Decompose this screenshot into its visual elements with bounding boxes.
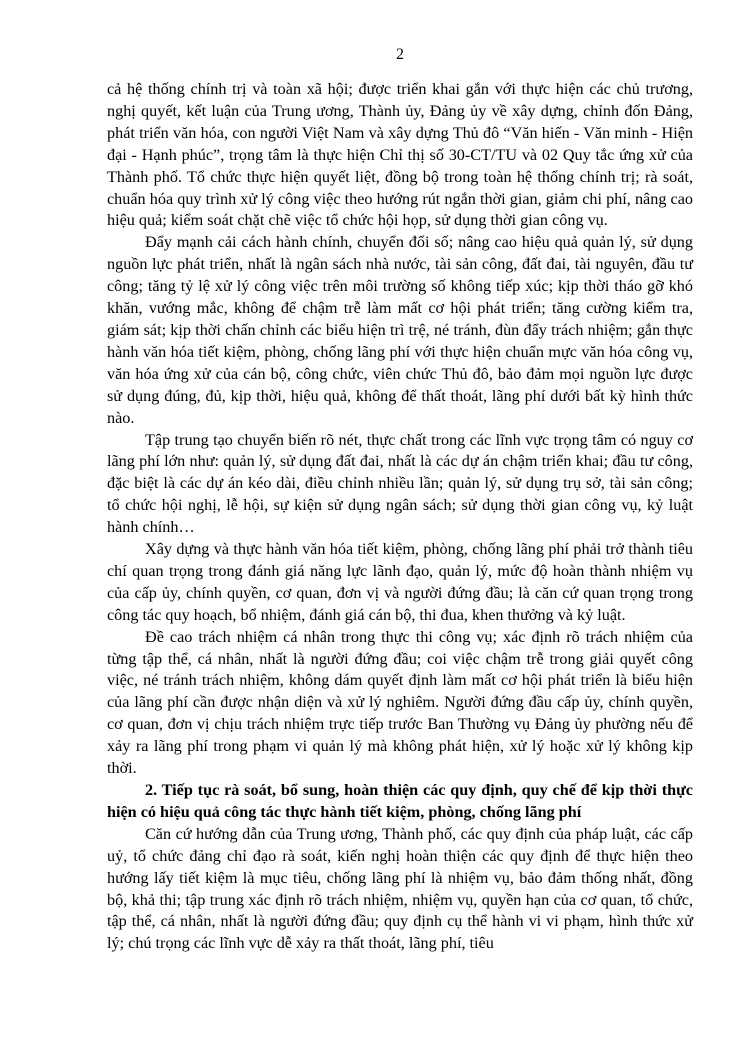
page-number: 2 bbox=[396, 46, 404, 63]
paragraph-key-areas: Tập trung tạo chuyển biến rõ nét, thực chất trong các lĩnh vực trọng tâm có nguy cơ lãng phí lớn như: quản lý, sử dụng đất đai, nhất là các dự án chậm triển khai; đầu tư công, đặc biệt là các dự án kéo dài, điều chỉnh nhiều lần; quản lý, sử dụng trụ sở, tài sản công; tổ chức hội nghị, lễ hội, sự kiện sử dụng ngân sách; sử dụng thời gian công vụ, kỷ luật hành chính… bbox=[107, 430, 693, 537]
document-page bbox=[107, 0, 693, 1046]
paragraph-administrative-reform: Đẩy mạnh cải cách hành chính, chuyển đổi số; nâng cao hiệu quả quản lý, sử dụng nguồn lực phát triển, nhất là ngân sách nhà nước, tài sản công, đất đai, tài nguyên, đầu tư công; tăng tỷ lệ xử lý công việc trên môi trường số không tiếp xúc; kịp thời tháo gỡ khó khăn, vướng mắc, không để chậm trễ làm mất cơ hội phát triển; tăng cường kiểm tra, giám sát; kịp thời chấn chỉnh các biểu hiện trì trệ, né tránh, đùn đẩy trách nhiệm; gắn thực hành văn hóa tiết kiệm, phòng, chống lãng phí với thực hiện chuẩn mực văn hóa công vụ, văn hóa ứng xử của cán bộ, công chức, viên chức Thủ đô, bảo đảm mọi nguồn lực được sử dụng đúng, đủ, kịp thời, hiệu quả, không để thất thoát, lãng phí dưới bất kỳ hình thức nào. bbox=[107, 233, 693, 427]
paragraph-personal-responsibility: Đề cao trách nhiệm cá nhân trong thực thi công vụ; xác định rõ trách nhiệm của từng tập thể, cá nhân, nhất là người đứng đầu; coi việc chậm trễ trong giải quyết công việc, né tránh trách nhiệm, không dám quyết định làm mất cơ hội phát triển là biểu hiện của lãng phí cần được nhận diện và xử lý nghiêm. Người đứng đầu cấp ủy, chính quyền, cơ quan, đơn vị chịu trách nhiệm trực tiếp trước Ban Thường vụ Đảng ủy phường nếu để xảy ra lãng phí trong phạm vi quản lý mà không phát hiện, xử lý hoặc xử lý không kịp thời. bbox=[107, 627, 693, 778]
document-body bbox=[107, 79, 693, 955]
paragraph-continuation: cả hệ thống chính trị và toàn xã hội; được triển khai gắn với thực hiện các chủ trương, nghị quyết, kết luận của Trung ương, Thành ủy, Đảng ủy về xây dựng, chỉnh đốn Đảng, phát triển văn hóa, con người Việt Nam và xây dựng Thủ đô “Văn hiến - Văn minh - Hiện đại - Hạnh phúc”, trọng tâm là thực hiện Chỉ thị số 30-CT/TU và 02 Quy tắc ứng xử của Thành phố. Tổ chức thực hiện quyết liệt, đồng bộ trong toàn hệ thống chính trị; rà soát, chuẩn hóa quy trình xử lý công việc theo hướng rút ngắn thời gian, giảm chi phí, nâng cao hiệu quả; kiểm soát chặt chẽ việc tổ chức hội họp, sử dụng thời gian công vụ. bbox=[107, 80, 693, 230]
paragraph-evaluation-criteria: Xây dựng và thực hành văn hóa tiết kiệm, phòng, chống lãng phí phải trở thành tiêu chí quan trọng trong đánh giá năng lực lãnh đạo, quản lý, mức độ hoàn thành nhiệm vụ của cấp ủy, chính quyền, cơ quan, đơn vị và người đứng đầu; là căn cứ quan trọng trong công tác quy hoạch, bổ nhiệm, đánh giá cán bộ, thi đua, khen thưởng và kỷ luật. bbox=[107, 540, 693, 624]
paragraph-regulation-review: Căn cứ hướng dẫn của Trung ương, Thành phố, các quy định của pháp luật, các cấp uỷ, tổ chức đảng chỉ đạo rà soát, kiến nghị hoàn thiện các quy định để thực hiện theo hướng lấy tiết kiệm là mục tiêu, chống lãng phí là nhiệm vụ, bảo đảm thống nhất, đồng bộ, khả thi; tập trung xác định rõ trách nhiệm, nhiệm vụ, quyền hạn của cơ quan, tổ chức, tập thể, cá nhân, nhất là người đứng đầu; quy định cụ thể hành vi vi phạm, hình thức xử lý; chú trọng các lĩnh vực dễ xảy ra thất thoát, lãng phí, tiêu bbox=[107, 824, 693, 953]
section-heading-2: 2. Tiếp tục rà soát, bổ sung, hoàn thiện các quy định, quy chế để kịp thời thực hiện có hiệu quả công tác thực hành tiết kiệm, phòng, chống lãng phí bbox=[107, 781, 693, 821]
